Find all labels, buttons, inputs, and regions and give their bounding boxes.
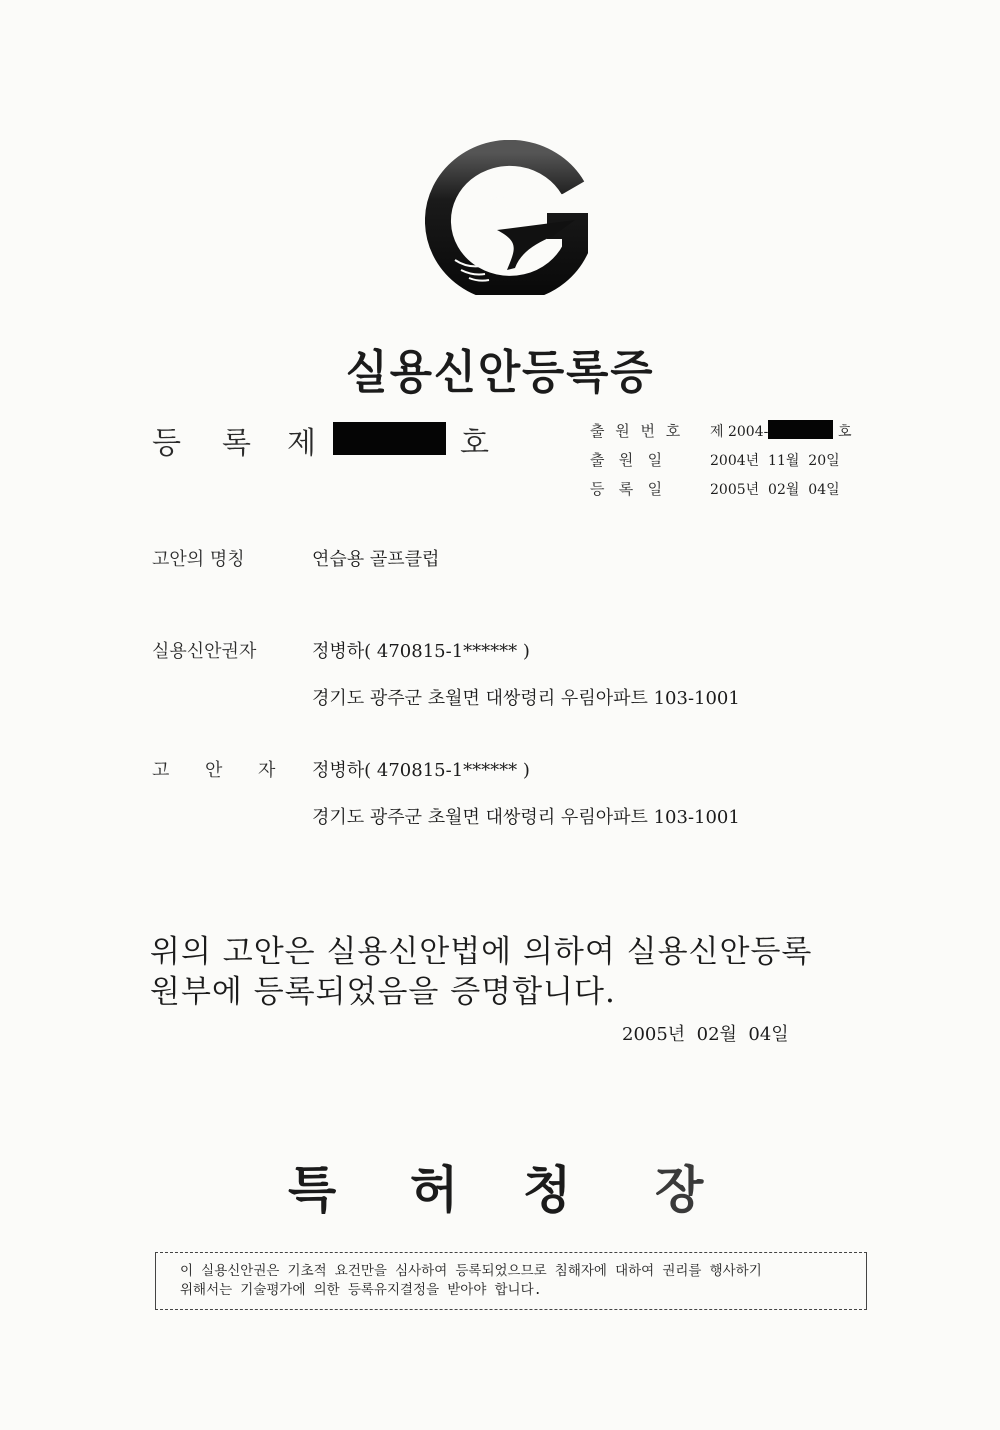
redaction-block	[333, 422, 446, 455]
issuer-char: 특	[288, 1161, 337, 1219]
registration-label-char: 등	[152, 426, 181, 461]
issuer-char: 청	[523, 1161, 572, 1219]
issuer-char: 장	[655, 1161, 704, 1219]
certification-line-1: 위의 고안은 실용신안법에 의하여 실용신안등록	[150, 934, 813, 970]
app-number-prefix: 제 2004-	[710, 424, 769, 440]
inventor-address: 경기도 광주군 초월면 대쌍령리 우림아파트 103-1001	[312, 807, 740, 828]
device-name-label: 고안의 명칭	[152, 549, 245, 570]
app-number-label: 출 원 번 호	[590, 422, 684, 440]
inventor-label-char: 고	[152, 760, 170, 781]
redaction-block	[768, 420, 833, 439]
notice-line-2: 위해서는 기술평가에 의한 등록유지결정을 받아야 합니다.	[180, 1282, 542, 1298]
issuer-char: 허	[410, 1161, 459, 1219]
inventor-name: 정병하( 470815-1****** )	[312, 760, 530, 781]
kipo-emblem-logo	[425, 140, 595, 295]
app-number-suffix: 호	[838, 424, 852, 440]
registration-label-char: 제	[287, 426, 316, 461]
device-name-value: 연습용 골프클럽	[312, 549, 440, 570]
issuer-title	[0, 1150, 1000, 1219]
inventor-label-char: 자	[258, 760, 276, 781]
certification-line-2: 원부에 등록되었음을 증명합니다.	[150, 974, 616, 1010]
filing-date-value: 2004년 11월 20일	[710, 453, 840, 469]
notice-line-1: 이 실용신안권은 기초적 요건만을 심사하여 등록되었으므로 침해자에 대하여 권리를 행사하기	[180, 1263, 762, 1279]
document-title: 실용신안등록증	[345, 345, 655, 399]
right-holder-label: 실용신안권자	[152, 641, 257, 662]
inventor-label-char: 안	[205, 760, 223, 781]
registration-label-char: 록	[222, 426, 251, 461]
certification-date: 2005년 02월 04일	[622, 1024, 789, 1045]
right-holder-address: 경기도 광주군 초월면 대쌍령리 우림아파트 103-1001	[312, 688, 740, 709]
filing-date-label: 출 원 일	[590, 451, 663, 469]
registration-date-label: 등 록 일	[590, 480, 663, 498]
right-holder-name: 정병하( 470815-1****** )	[312, 641, 530, 662]
registration-date-value: 2005년 02월 04일	[710, 482, 840, 498]
registration-suffix: 호	[460, 426, 489, 461]
